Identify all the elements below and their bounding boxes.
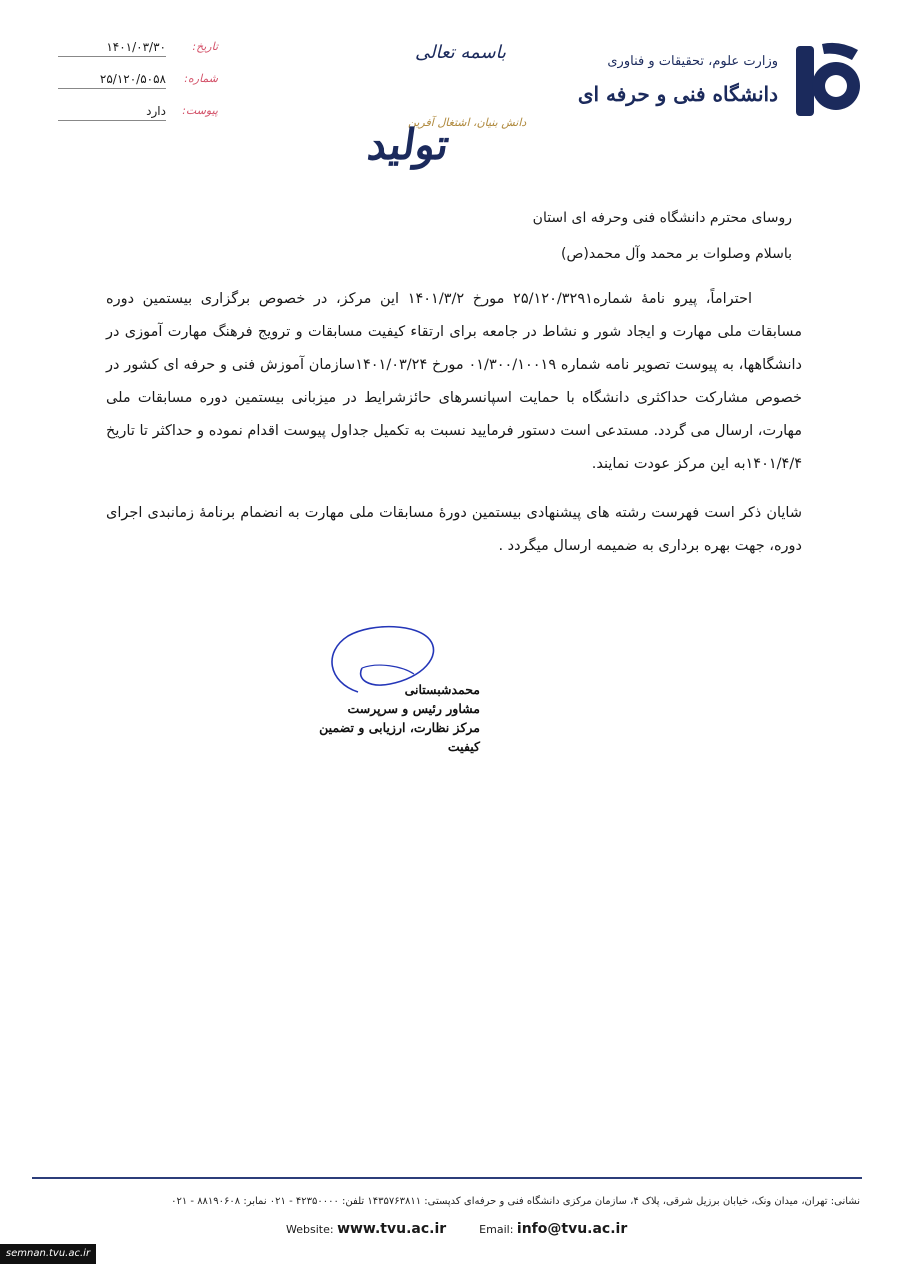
letter-paragraph-2 bbox=[106, 497, 802, 563]
letter-paragraph-1 bbox=[106, 283, 802, 481]
date-label: تاریخ: bbox=[192, 40, 218, 53]
paragraph-1-text: احتراماً، پیرو نامهٔ شماره۲۵/۱۲۰/۳۲۹۱ مورخ ۱۴۰۱/۳/۲ این مرکز، در خصوص برگزاری بیستمین دوره مسابقات ملی مهارت و ایجاد شور و نشاط در جامعه برای ارتقاء کیفیت مسابقات و ترویج فرهنگ مهارت آموزی در دانشگاهها، به پیوست تصویر نامه شماره ۰۱/۳۰۰/۱۰۰۱۹ مورخ ۱۴۰۱/۰۳/۲۴سازمان آموزش فنی و حرفه ای کشور در خصوص مشارکت حداکثری دانشگاه با حمایت اسپانسرهای حائزشرایط در میزبانی بیستمین دوره مسابقات ملی مهارت، ارسال می گردد. مستدعی است دستور فرمایید نسبت به تکمیل جداول پیوست اقدام نموده و حداکثر تا تاریخ ۱۴۰۱/۴/۴به این مرکز عودت نمایند. bbox=[106, 291, 802, 472]
attachment-value: دارد bbox=[146, 104, 166, 118]
email-link[interactable]: info@tvu.ac.ir bbox=[516, 1221, 628, 1237]
number-label: شماره: bbox=[184, 72, 218, 85]
site-badge[interactable]: semnan.tvu.ac.ir bbox=[0, 1244, 96, 1264]
university-logo-icon bbox=[792, 40, 864, 122]
attachment-row bbox=[58, 104, 218, 122]
attachment-label: پیوست: bbox=[182, 104, 218, 117]
email-label: Email: bbox=[479, 1223, 514, 1236]
footer-divider bbox=[32, 1177, 862, 1179]
number-line bbox=[58, 88, 166, 89]
footer-contact bbox=[286, 1221, 627, 1237]
date-value: ۱۴۰۱/۰۳/۳۰ bbox=[106, 40, 166, 54]
ministry-name: وزارت علوم، تحقیقات و فناوری bbox=[607, 54, 778, 69]
letter-addressee: روسای محترم دانشگاه فنی وحرفه ای استان bbox=[532, 210, 792, 226]
attachment-line bbox=[58, 120, 166, 121]
date-line bbox=[58, 56, 166, 57]
number-value: ۲۵/۱۲۰/۵۰۵۸ bbox=[99, 72, 166, 86]
bismillah-calligraphy: باسمه تعالی bbox=[415, 42, 507, 63]
number-row bbox=[58, 72, 218, 90]
slogan-calligraphy: تولید bbox=[364, 120, 453, 169]
website-label: Website: bbox=[286, 1223, 334, 1236]
slogan-subtitle: دانش بنیان، اشتغال آفرین bbox=[408, 116, 527, 129]
paragraph-2-text: شایان ذکر است فهرست رشته های پیشنهادی بیستمین دورهٔ مسابقات ملی مهارت به انضمام برنامهٔ زمانبدی اجرای دوره، جهت بهره برداری به ضمیمه ارسال میگردد . bbox=[106, 505, 802, 554]
university-name: دانشگاه فنی و حرفه ای bbox=[577, 82, 778, 106]
date-row bbox=[58, 40, 218, 58]
website-link[interactable]: www.tvu.ac.ir bbox=[337, 1221, 447, 1237]
signatory-name: محمدشبستانی bbox=[404, 682, 480, 697]
signature-block bbox=[310, 680, 480, 756]
signatory-title-1: مشاور رئیس و سرپرست bbox=[347, 701, 480, 716]
footer-address: نشانی: تهران، میدان ونک، خیابان برزیل شرقی، پلاک ۴، سازمان مرکزی دانشگاه فنی و حرفه‌ای کدپستی: ۱۴۳۵۷۶۳۸۱۱ تلفن: ۴۲۳۵۰۰۰۰ - ۰۲۱ نمابر: ۸۸۱۹۰۶۰۸ - ۰۲۱ bbox=[171, 1196, 860, 1207]
letter-greeting: باسلام وصلوات بر محمد وآل محمد(ص) bbox=[561, 246, 792, 262]
signatory-title-2: مرکز نظارت، ارزیابی و تضمین کیفیت bbox=[319, 720, 480, 754]
